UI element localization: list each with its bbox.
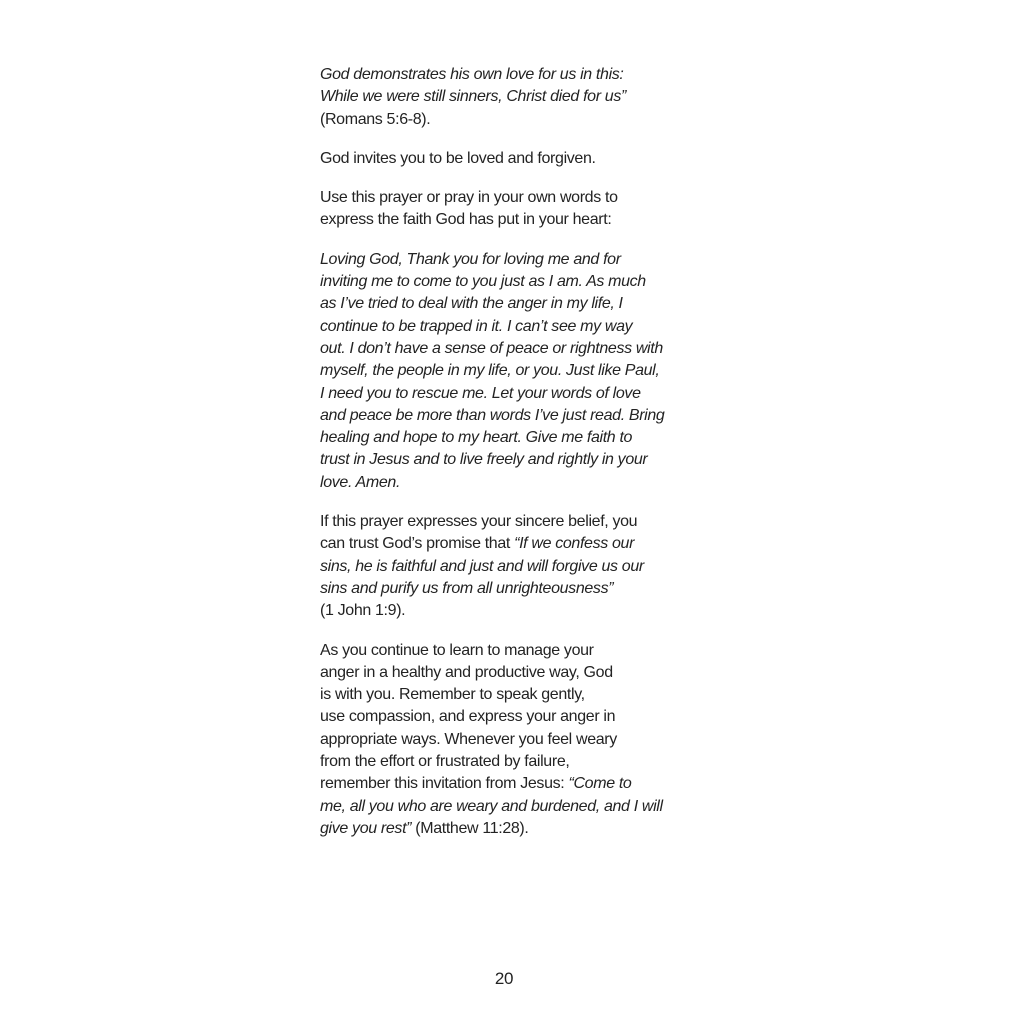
text-line [320, 773, 720, 795]
page-number: 20 [494, 969, 514, 988]
text-line [320, 209, 720, 231]
paragraph-romans-quote [320, 64, 720, 131]
italic-text-run: While we were still sinners, Christ died for us” [320, 88, 626, 106]
text-run: is with you. Remember to speak gently, [320, 686, 585, 704]
text-line [320, 796, 720, 818]
text-run: God invites you to be loved and forgiven. [320, 149, 596, 167]
text-line [320, 271, 720, 293]
text-line [320, 818, 720, 840]
text-line [320, 427, 720, 449]
italic-text-run: sins, he is faithful and just and will forgive us our [320, 557, 644, 575]
text-line [320, 187, 720, 209]
text-line [320, 383, 720, 405]
text-line [320, 64, 720, 86]
text-line [320, 578, 720, 600]
text-line [320, 662, 720, 684]
italic-text-run: out. I don’t have a sense of peace or rightness with [320, 339, 663, 357]
italic-text-run: continue to be trapped in it. I can’t see my way [320, 317, 633, 335]
italic-text-run: “If we confess our [514, 535, 635, 553]
paragraph-confession-promise [320, 511, 720, 622]
italic-text-run: give you rest” [320, 819, 412, 837]
paragraph-closing [320, 640, 720, 841]
italic-text-run: healing and hope to my heart. Give me faith to [320, 429, 633, 447]
italic-text-run: myself, the people in my life, or you. Just like Paul, [320, 362, 660, 380]
italic-text-run: I need you to rescue me. Let your words of love [320, 384, 641, 402]
italic-text-run: sins and purify us from all unrighteousness” [320, 579, 614, 597]
text-line [320, 600, 720, 622]
text-run: If this prayer expresses your sincere belief, you [320, 513, 638, 531]
italic-text-run: me, all you who are weary and burdened, and I will [320, 797, 663, 815]
text-line [320, 556, 720, 578]
text-line [320, 293, 720, 315]
text-line [320, 449, 720, 471]
italic-text-run: trust in Jesus and to live freely and rightly in your [320, 451, 648, 469]
body-text [320, 64, 720, 857]
italic-text-run: God demonstrates his own love for us in this: [320, 66, 624, 83]
text-run: (Matthew 11:28). [411, 819, 529, 837]
text-run: (Romans 5:6-8). [320, 110, 431, 128]
italic-text-run: “Come to [568, 775, 632, 793]
text-run: (1 John 1:9). [320, 602, 406, 620]
text-line [320, 751, 720, 773]
text-run: express the faith God has put in your heart: [320, 211, 612, 229]
text-line [320, 360, 720, 382]
text-line [320, 86, 720, 108]
text-line [320, 684, 720, 706]
italic-text-run: and peace be more than words I’ve just read. Bring [320, 406, 665, 424]
text-run: appropriate ways. Whenever you feel weary [320, 730, 617, 748]
paragraph-prayer-intro [320, 187, 720, 232]
italic-text-run: Loving God, Thank you for loving me and for [320, 250, 621, 268]
text-line [320, 511, 720, 533]
text-run: from the effort or frustrated by failure, [320, 753, 570, 771]
text-line [320, 148, 720, 170]
text-line [320, 316, 720, 338]
text-line [320, 729, 720, 751]
text-line [320, 472, 720, 494]
text-run: As you continue to learn to manage your [320, 641, 594, 659]
paragraph-invitation [320, 148, 720, 170]
text-line [320, 249, 720, 271]
italic-text-run: love. Amen. [320, 473, 401, 491]
text-run: anger in a healthy and productive way, God [320, 663, 613, 681]
text-line [320, 706, 720, 728]
text-run: remember this invitation from Jesus: [320, 775, 569, 793]
text-line [320, 640, 720, 662]
italic-text-run: inviting me to come to you just as I am. As much [320, 273, 646, 291]
text-line [320, 338, 720, 360]
text-line [320, 405, 720, 427]
text-run: use compassion, and express your anger in [320, 708, 616, 726]
paragraph-prayer [320, 249, 720, 494]
text-line [320, 109, 720, 131]
text-line [320, 533, 720, 555]
text-run: can trust God’s promise that [320, 535, 515, 553]
italic-text-run: as I’ve tried to deal with the anger in my life, I [320, 295, 623, 313]
text-run: Use this prayer or pray in your own words to [320, 189, 618, 207]
